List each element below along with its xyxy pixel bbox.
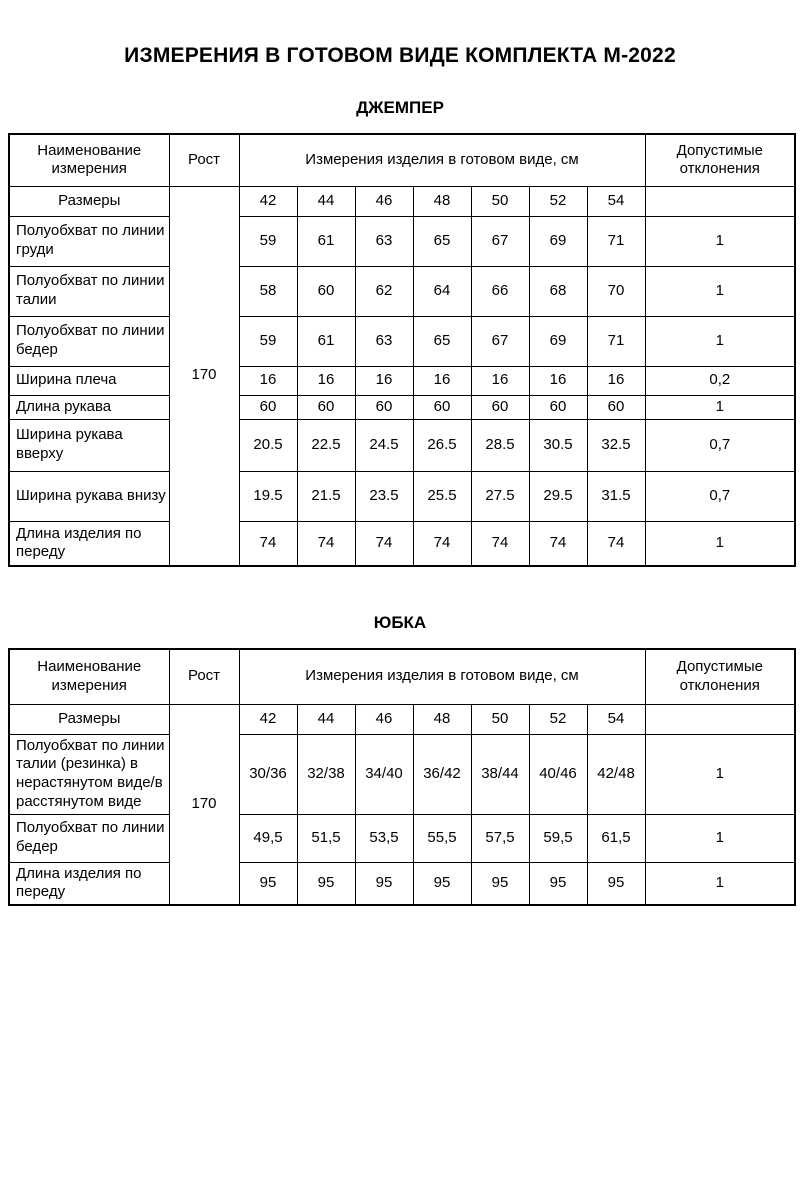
cell-value: 26.5 xyxy=(413,419,471,471)
tolerance-value: 1 xyxy=(645,521,795,566)
tolerance-value: 1 xyxy=(645,862,795,905)
cell-value: 34/40 xyxy=(355,734,413,814)
cell-value: 61 xyxy=(297,316,355,366)
cell-value: 60 xyxy=(239,395,297,419)
cell-value: 68 xyxy=(529,266,587,316)
table-header-row xyxy=(9,649,795,704)
table-row xyxy=(9,862,795,905)
cell-value: 74 xyxy=(297,521,355,566)
table-row xyxy=(9,266,795,316)
cell-value: 27.5 xyxy=(471,471,529,521)
cell-value: 74 xyxy=(413,521,471,566)
cell-value: 60 xyxy=(355,395,413,419)
row-label: Полуобхват по линии груди xyxy=(9,216,169,266)
cell-value: 59 xyxy=(239,216,297,266)
cell-value: 57,5 xyxy=(471,814,529,862)
cell-value: 61 xyxy=(297,216,355,266)
cell-value: 55,5 xyxy=(413,814,471,862)
cell-value: 71 xyxy=(587,316,645,366)
cell-value: 60 xyxy=(297,266,355,316)
table-row-sizes xyxy=(9,186,795,216)
size-value: 50 xyxy=(471,186,529,216)
size-value: 46 xyxy=(355,186,413,216)
cell-value: 28.5 xyxy=(471,419,529,471)
tolerance-value: 0,7 xyxy=(645,419,795,471)
table-row xyxy=(9,216,795,266)
cell-value: 22.5 xyxy=(297,419,355,471)
cell-value: 32/38 xyxy=(297,734,355,814)
cell-value: 64 xyxy=(413,266,471,316)
column-header-tolerance: Допустимые отклонения xyxy=(645,134,795,186)
row-label: Полуобхват по линии бедер xyxy=(9,814,169,862)
cell-value: 21.5 xyxy=(297,471,355,521)
table-row xyxy=(9,395,795,419)
cell-value: 38/44 xyxy=(471,734,529,814)
size-value: 44 xyxy=(297,186,355,216)
cell-value: 74 xyxy=(355,521,413,566)
column-header-tolerance: Допустимые отклонения xyxy=(645,649,795,704)
tolerance-value: 1 xyxy=(645,316,795,366)
cell-value: 60 xyxy=(529,395,587,419)
cell-value: 63 xyxy=(355,216,413,266)
cell-value: 60 xyxy=(587,395,645,419)
cell-value: 40/46 xyxy=(529,734,587,814)
cell-value: 74 xyxy=(239,521,297,566)
table-row xyxy=(9,471,795,521)
cell-value: 19.5 xyxy=(239,471,297,521)
size-value: 48 xyxy=(413,186,471,216)
cell-value: 69 xyxy=(529,316,587,366)
row-label: Длина изделия по переду xyxy=(9,862,169,905)
cell-value: 51,5 xyxy=(297,814,355,862)
cell-value: 63 xyxy=(355,316,413,366)
sizes-label: Размеры xyxy=(9,704,169,734)
tolerance-value: 1 xyxy=(645,216,795,266)
table-row xyxy=(9,316,795,366)
tolerance-value: 1 xyxy=(645,266,795,316)
cell-value: 31.5 xyxy=(587,471,645,521)
cell-value: 42/48 xyxy=(587,734,645,814)
row-label: Полуобхват по линии талии (резинка) в нерастянутом виде/в расстянутом виде xyxy=(9,734,169,814)
cell-value: 71 xyxy=(587,216,645,266)
tolerance-empty-cell xyxy=(645,186,795,216)
cell-value: 66 xyxy=(471,266,529,316)
measurements-table-jumper xyxy=(8,133,796,567)
cell-value: 95 xyxy=(471,862,529,905)
cell-value: 23.5 xyxy=(355,471,413,521)
section-title-skirt: ЮБКА xyxy=(373,613,427,632)
tolerance-value: 1 xyxy=(645,734,795,814)
table-row-sizes xyxy=(9,704,795,734)
column-header-rost: Рост xyxy=(169,134,239,186)
size-value: 42 xyxy=(239,704,297,734)
cell-value: 49,5 xyxy=(239,814,297,862)
tolerance-value: 1 xyxy=(645,395,795,419)
cell-value: 69 xyxy=(529,216,587,266)
cell-value: 62 xyxy=(355,266,413,316)
size-value: 44 xyxy=(297,704,355,734)
cell-value: 67 xyxy=(471,316,529,366)
row-label: Ширина плеча xyxy=(9,366,169,395)
size-value: 48 xyxy=(413,704,471,734)
column-header-rost: Рост xyxy=(169,649,239,704)
cell-value: 59 xyxy=(239,316,297,366)
cell-value: 16 xyxy=(529,366,587,395)
cell-value: 70 xyxy=(587,266,645,316)
row-label: Полуобхват по линии талии xyxy=(9,266,169,316)
size-value: 46 xyxy=(355,704,413,734)
cell-value: 60 xyxy=(297,395,355,419)
cell-value: 24.5 xyxy=(355,419,413,471)
column-header-measurements: Измерения изделия в готовом виде, см xyxy=(239,649,645,704)
cell-value: 30.5 xyxy=(529,419,587,471)
cell-value: 16 xyxy=(355,366,413,395)
cell-value: 20.5 xyxy=(239,419,297,471)
sizes-label: Размеры xyxy=(9,186,169,216)
cell-value: 16 xyxy=(297,366,355,395)
table-row xyxy=(9,419,795,471)
column-header-name: Наименование измерения xyxy=(9,649,169,704)
cell-value: 60 xyxy=(471,395,529,419)
cell-value: 95 xyxy=(413,862,471,905)
tolerance-value: 0,2 xyxy=(645,366,795,395)
cell-value: 61,5 xyxy=(587,814,645,862)
size-value: 50 xyxy=(471,704,529,734)
row-label: Полуобхват по линии бедер xyxy=(9,316,169,366)
cell-value: 67 xyxy=(471,216,529,266)
cell-value: 25.5 xyxy=(413,471,471,521)
size-value: 52 xyxy=(529,186,587,216)
document-title: ИЗМЕРЕНИЯ В ГОТОВОМ ВИДЕ КОМПЛЕКТА М-2022 xyxy=(124,44,676,67)
size-value: 52 xyxy=(529,704,587,734)
cell-value: 59,5 xyxy=(529,814,587,862)
cell-value: 32.5 xyxy=(587,419,645,471)
measurements-table-skirt xyxy=(8,648,796,906)
table-row xyxy=(9,734,795,814)
cell-value: 60 xyxy=(413,395,471,419)
table-row xyxy=(9,814,795,862)
cell-value: 58 xyxy=(239,266,297,316)
row-label: Длина рукава xyxy=(9,395,169,419)
cell-value: 36/42 xyxy=(413,734,471,814)
size-value: 54 xyxy=(587,186,645,216)
cell-value: 16 xyxy=(471,366,529,395)
size-value: 42 xyxy=(239,186,297,216)
cell-value: 16 xyxy=(239,366,297,395)
section-title-jumper: ДЖЕМПЕР xyxy=(356,98,444,117)
cell-value: 95 xyxy=(529,862,587,905)
cell-value: 30/36 xyxy=(239,734,297,814)
row-label: Ширина рукава вверху xyxy=(9,419,169,471)
cell-value: 95 xyxy=(587,862,645,905)
column-header-name: Наименование измерения xyxy=(9,134,169,186)
size-value: 54 xyxy=(587,704,645,734)
cell-value: 74 xyxy=(471,521,529,566)
cell-value: 95 xyxy=(355,862,413,905)
tolerance-value: 1 xyxy=(645,814,795,862)
row-label: Длина изделия по переду xyxy=(9,521,169,566)
cell-value: 16 xyxy=(413,366,471,395)
cell-value: 95 xyxy=(297,862,355,905)
cell-value: 65 xyxy=(413,216,471,266)
tolerance-value: 0,7 xyxy=(645,471,795,521)
table-row xyxy=(9,521,795,566)
row-label: Ширина рукава внизу xyxy=(9,471,169,521)
tolerance-empty-cell xyxy=(645,704,795,734)
table-header-row xyxy=(9,134,795,186)
table-row xyxy=(9,366,795,395)
rost-value: 170 xyxy=(169,186,239,566)
cell-value: 65 xyxy=(413,316,471,366)
cell-value: 16 xyxy=(587,366,645,395)
rost-value: 170 xyxy=(169,704,239,905)
cell-value: 53,5 xyxy=(355,814,413,862)
column-header-measurements: Измерения изделия в готовом виде, см xyxy=(239,134,645,186)
cell-value: 74 xyxy=(529,521,587,566)
cell-value: 74 xyxy=(587,521,645,566)
cell-value: 95 xyxy=(239,862,297,905)
cell-value: 29.5 xyxy=(529,471,587,521)
